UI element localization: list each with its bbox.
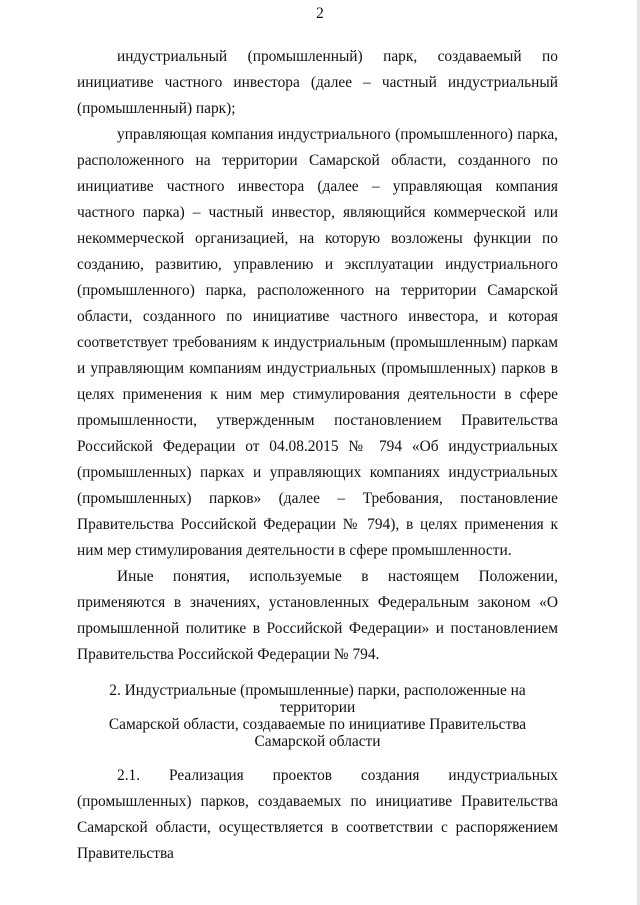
section-heading-line: Самарской области [254, 733, 381, 750]
section-heading-line: 2. Индустриальные (промышленные) парки, расположенные на территории [109, 682, 526, 716]
section-2-heading [77, 682, 558, 750]
paragraph-2-1: 2.1. Реализация проектов создания индустриальных (промышленных) парков, создаваемых по инициативе Правительства Самарской области, осуществляется в соответствии с распоряжением Правительства [77, 767, 558, 862]
page-number: 2 [316, 5, 324, 22]
paragraph-management-company-definition: управляющая компания индустриального (промышленного) парка, расположенного на территории Самарской области, созданного по инициативе частного инвестора (далее – управляющая компания частного парка) – частный инвестор, являющийся коммерческой или некоммерческой организацией, на которую возложены функции по созданию, развитию, управлению и эксплуатации индустриального (промышленного) парка, расположенного на территории Самарской области, созданного по инициативе частного инвестора, и которая соответствует требованиям к индустриальным (промышленным) паркам и управляющим компаниям индустриальных (промышленных) парков в целях применения к ним мер стимулирования деятельности в сфере промышленности, утвержденным постановлением Правительства Российской Федерации от 04.08.2015 № 794 «Об индустриальных (промышленных) парках и управляющих компаниях индустриальных (промышленных) парков» (далее – Требования, постановление Правительства Российской Федерации № 794), в целях применения к ним мер стимулирования деятельности в сфере промышленности. [77, 126, 558, 559]
section-heading-line: Самарской области, создаваемые по инициативе Правительства [108, 716, 527, 733]
document-body [77, 44, 558, 867]
paragraph-private-industrial-park-definition: индустриальный (промышленный) парк, создаваемый по инициативе частного инвестора (далее – частный индустриальный (промышленный) парк); [77, 48, 558, 117]
paragraph-other-terms: Иные понятия, используемые в настоящем Положении, применяются в значениях, установленных Федеральным законом «О промышленной политике в Российской Федерации» и постановлением Правительства Российской Федерации № 794. [77, 568, 558, 663]
